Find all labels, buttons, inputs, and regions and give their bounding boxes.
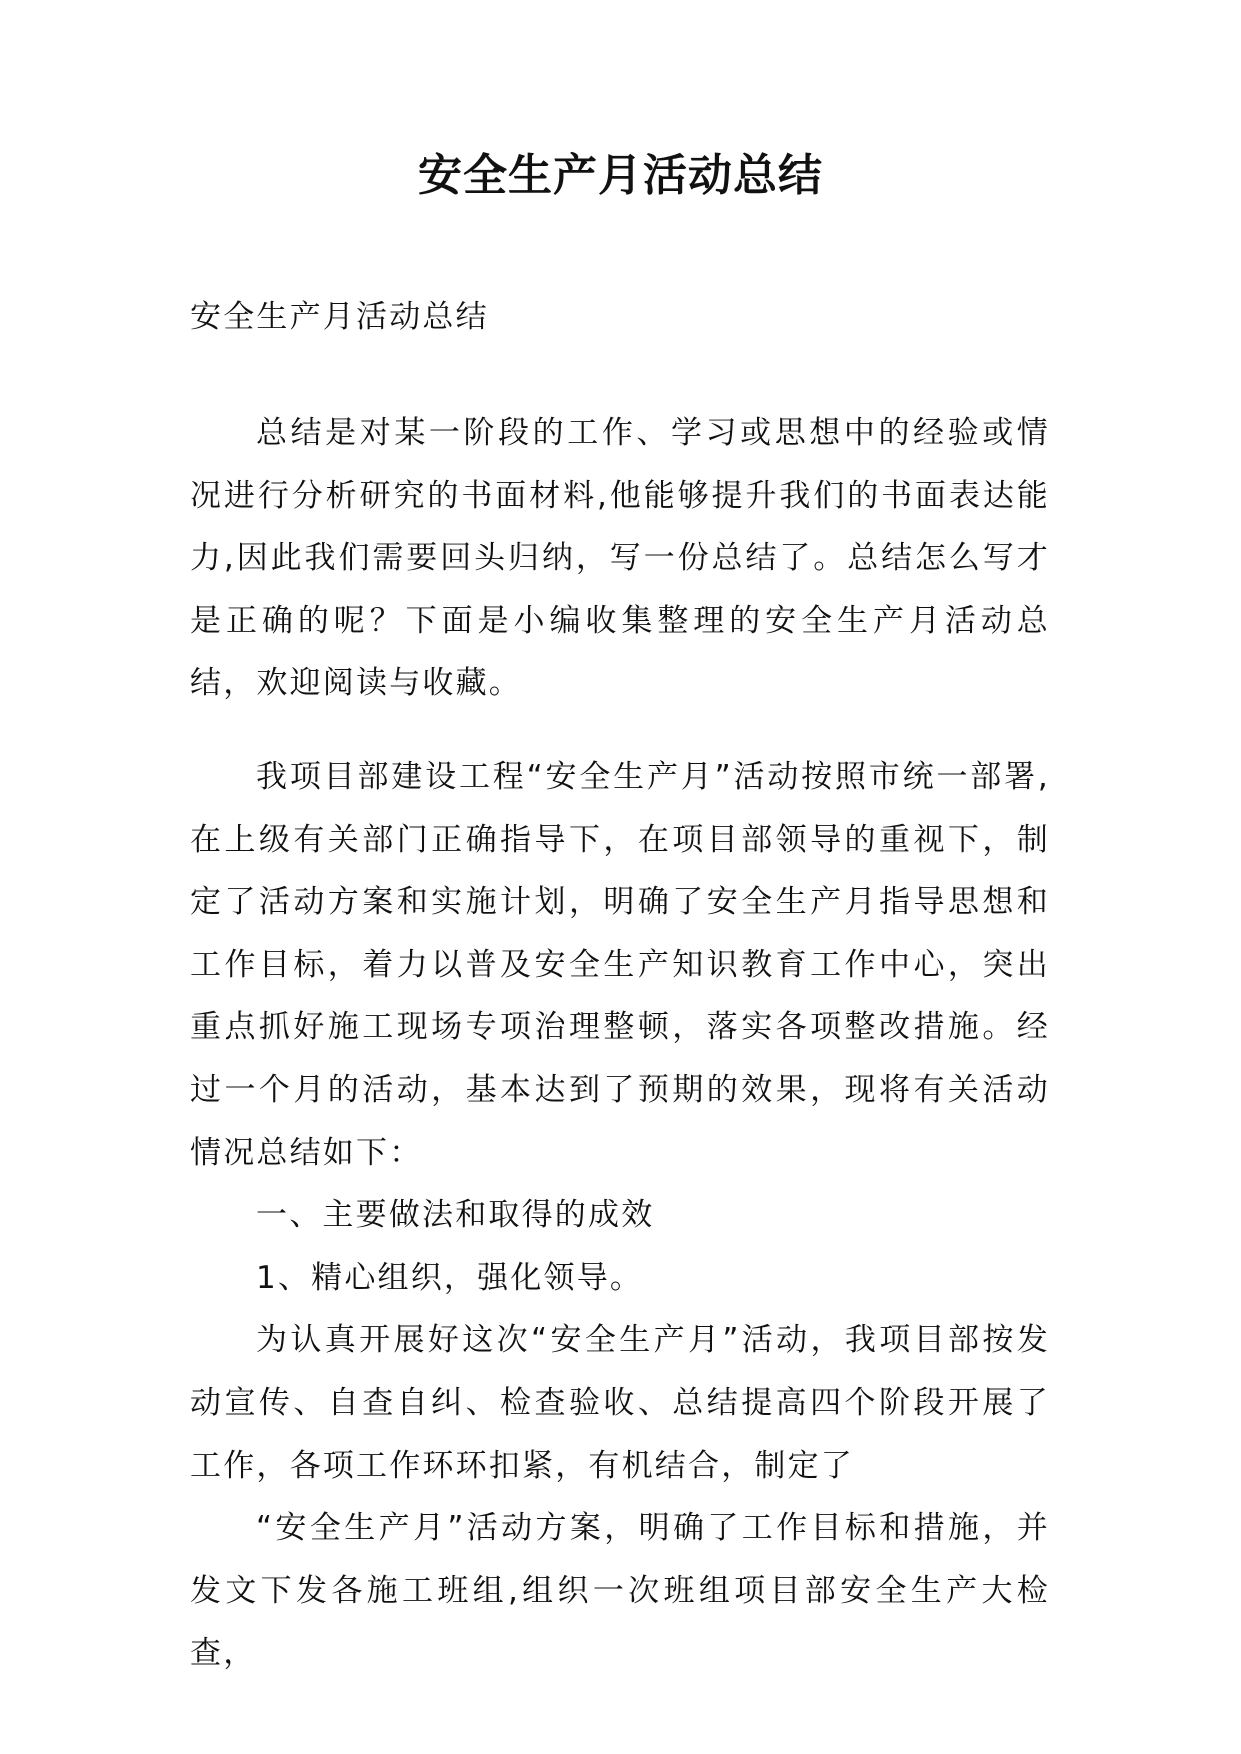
detail-paragraph-2: “安全生产月”活动方案，明确了工作目标和措施，并发文下发各施工班组,组织一次班组项目部安全生产大检查， [190,1510,1050,1672]
main-section [190,746,1050,1685]
document-subtitle: 安全生产月活动总结 [190,299,489,335]
section-heading: 一、主要做法和取得的成效 [256,1197,655,1234]
document-title: 安全生产月活动总结 [418,150,823,201]
detail-paragraph-1: 为认真开展好这次“安全生产月”活动，我项目部按发动宣传、自查自纠、检查验收、总结提高四个阶段开展了工作，各项工作环环扣紧，有机结合，制定了 [190,1322,1050,1484]
intro-paragraph: 总结是对某一阶段的工作、学习或思想中的经验或情况进行分析研究的书面材料,他能够提升我们的书面表达能力,因此我们需要回头归纳，写一份总结了。总结怎么写才是正确的呢？下面是小编收集整理的安全生产月活动总结，欢迎阅读与收藏。 [190,415,1050,702]
subsection-heading: 1、精心组织，强化领导。 [256,1259,644,1296]
main-paragraph: 我项目部建设工程“安全生产月”活动按照市统一部署,在上级有关部门正确指导下，在项目部领导的重视下，制定了活动方案和实施计划，明确了安全生产月指导思想和工作目标，着力以普及安全生产知识教育工作中心，突出重点抓好施工现场专项治理整顿，落实各项整改措施。经过一个月的活动，基本达到了预期的效果，现将有关活动情况总结如下： [190,759,1050,1171]
